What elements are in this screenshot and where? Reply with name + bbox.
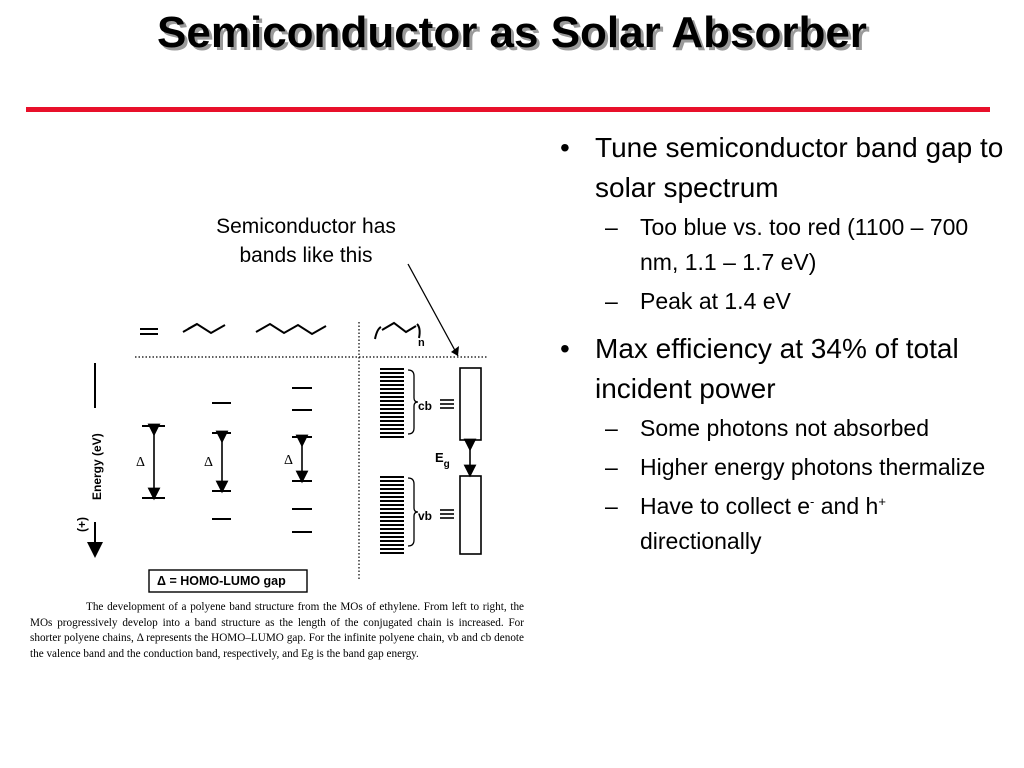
sub-bullet-text: Have to collect e- and h+ directionally <box>640 493 886 554</box>
annotation-pointer <box>408 264 458 356</box>
positive-sign-label: (+) <box>75 517 89 532</box>
slide-title: Semiconductor as Solar Absorber <box>157 8 867 57</box>
cb-label: cb <box>418 399 433 413</box>
dash-glyph: – <box>605 288 618 314</box>
sub-bullet-item <box>605 210 1010 280</box>
dash-glyph: – <box>605 493 618 519</box>
delta-label: Δ <box>284 453 294 468</box>
legend-text: Δ = HOMO-LUMO gap <box>157 574 286 588</box>
bullet-list <box>560 128 1010 563</box>
butadiene-molecule <box>183 324 225 333</box>
caption-text: The development of a polyene band structure from the MOs of ethylene. From left to right, the MOs progressively develop into a band structure as the length of the conjugated chain is increased. For shorter polyene chains, Δ represents the HOMO–LUMO gap. For the infinite polyene chain, vb and cb denote the valence band and the conduction band, respectively, and Eg is the band gap energy. <box>30 601 524 660</box>
sub-bullet-text: Peak at 1.4 eV <box>640 288 791 314</box>
ethylene-molecule <box>140 329 158 334</box>
conduction-band-box <box>460 368 481 440</box>
sub-bullet-item <box>605 450 1010 485</box>
sub-bullet-text: Too blue vs. too red (1100 – 700 nm, 1.1 – 1.7 eV) <box>640 214 969 275</box>
dash-glyph: – <box>605 214 618 240</box>
eg-label: $E_g$ <box>435 450 450 470</box>
bullet-text: Tune semiconductor band gap to solar spectrum <box>595 132 1004 203</box>
sub-bullet-item <box>605 489 1010 559</box>
delta-label: Δ <box>204 455 214 470</box>
polymer-n-label: n <box>418 337 425 349</box>
bullet-item <box>560 329 1010 409</box>
bullet-glyph: • <box>560 333 570 364</box>
vb-label: vb <box>418 509 433 523</box>
dash-glyph: – <box>605 415 618 441</box>
delta-label: Δ <box>136 455 146 470</box>
valence-band-box <box>460 476 481 554</box>
figure-annotation: Semiconductor has bands like this <box>216 215 396 267</box>
hexatriene-molecule <box>256 324 326 334</box>
valence-band-block <box>380 476 404 554</box>
title-divider <box>26 107 990 112</box>
sub-bullet-item <box>605 411 1010 446</box>
dash-glyph: – <box>605 454 618 480</box>
sub-bullet-text: Higher energy photons thermalize <box>640 454 986 480</box>
sub-bullet-item <box>605 284 1010 319</box>
bullet-glyph: • <box>560 132 570 163</box>
energy-axis-label: Energy (eV) <box>90 433 104 500</box>
conduction-band-block <box>380 368 404 440</box>
figure-caption <box>30 600 524 662</box>
sub-bullet-text: Some photons not absorbed <box>640 415 929 441</box>
polyene-molecule <box>375 323 420 339</box>
bullet-text: Max efficiency at 34% of total incident power <box>595 333 959 404</box>
bullet-item <box>560 128 1010 208</box>
